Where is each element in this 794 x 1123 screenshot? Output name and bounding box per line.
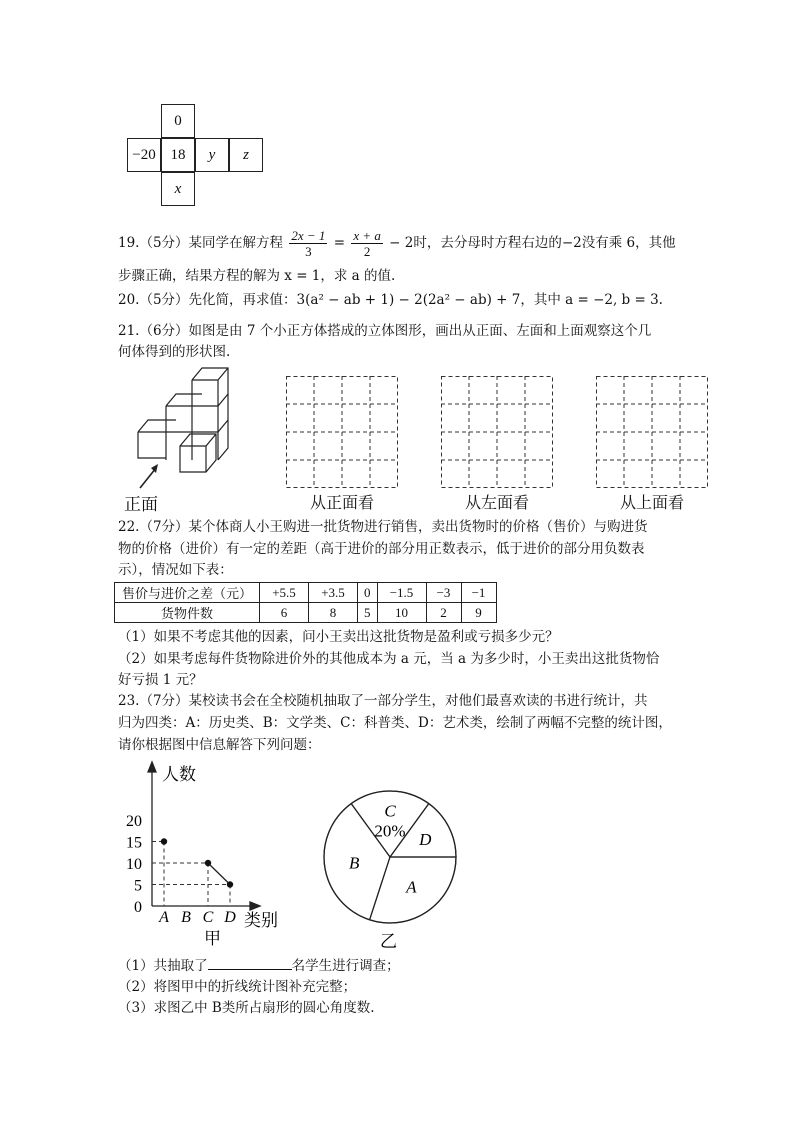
y-tick-label: 15 (126, 834, 142, 852)
y-tick-label: 0 (134, 899, 142, 916)
pie-chart-yi (318, 785, 468, 950)
net-cell-center (161, 138, 195, 172)
x-tick-label: B (181, 909, 191, 926)
q22-sub2-line1: （2）如果考虑每件货物除进价外的其他成本为 a 元，当 a 为多少时，小王卖出这批货物恰 (118, 651, 660, 667)
pie-label-B: B (348, 853, 360, 873)
line-chart-ylabel: 人数 (162, 765, 196, 785)
caption-left-view: 从左面看 (464, 493, 529, 512)
grid-front-view (286, 376, 398, 488)
q19-eq: = (333, 235, 346, 251)
y-tick-label: 5 (134, 877, 142, 895)
pie-label-C: C (384, 801, 396, 821)
q23-sub1-post: 名学生进行调查； (291, 958, 400, 974)
table-cell: 6 (260, 603, 309, 623)
q23-line2: 归为四类：A：历史类、B：文学类、C：科普类、D：艺术类，绘制了两幅不完整的统计图， (118, 715, 672, 731)
y-tick-label: 20 (126, 813, 142, 830)
q22-sub2-line2: 好亏损 1 元？ (118, 672, 203, 688)
pie-label-D: D (419, 830, 432, 850)
net-cell-top (161, 104, 195, 138)
front-label: 正面 (124, 495, 158, 515)
line-chart-jia (112, 758, 312, 948)
cube-stack-lines (138, 368, 228, 472)
table-cell: +5.5 (260, 583, 309, 603)
q22-sub1: （1）如果不考虑其他的因素，问小王卖出这批货物是盈利或亏损多少元？ (118, 629, 559, 645)
table-cell: 10 (377, 603, 426, 623)
net-cell-left-value: −20 (132, 146, 156, 163)
net-cell-right2 (229, 138, 263, 172)
q19-prefix: 19.（5分）某同学在解方程 (118, 235, 284, 251)
pie-chart-title: 乙 (380, 932, 397, 950)
table-cell: 0 (358, 583, 378, 603)
table-row (115, 583, 497, 603)
table-cell: 2 (426, 603, 461, 623)
table-cell: 9 (461, 603, 496, 623)
x-tick-label: C (202, 909, 214, 926)
grid-left-view (441, 376, 553, 488)
q19-line2: 步骤正确，结果方程的解为 x = 1，求 a 的值. (118, 268, 396, 284)
data-point (161, 838, 167, 844)
line-chart-yticks (126, 813, 142, 916)
q21-line2: 何体得到的形状图. (118, 344, 231, 360)
q19-frac2-den: 2 (363, 244, 371, 259)
q23-sub1 (118, 955, 400, 976)
q19-frac2-num: x + a (353, 228, 381, 243)
q19-frac1-num: 2x − 1 (291, 228, 326, 243)
net-cell-bottom (161, 172, 195, 206)
net-cell-left (127, 138, 161, 172)
grid-top-view (596, 376, 708, 488)
line-chart-xticks (158, 909, 236, 926)
line-chart-xlabel: 类别 (244, 911, 278, 931)
q23-sub1-pre: （1）共抽取了 (118, 958, 208, 974)
q20-text: 20.（5分）先化简，再求值：3(a² − ab + 1) − 2(2a² − ab) + 7，其中 a = −2, b = 3. (118, 292, 663, 308)
caption-front-view: 从正面看 (309, 493, 374, 512)
data-point (227, 881, 233, 887)
table-cell: −1 (461, 583, 496, 603)
table-header-count: 货物件数 (115, 603, 260, 623)
table-row (115, 603, 497, 623)
net-cell-right2-value: z (243, 146, 249, 163)
table-header-diff: 售价与进价之差（元） (115, 583, 260, 603)
data-point (205, 860, 211, 866)
table-cell: +3.5 (309, 583, 358, 603)
x-tick-label: A (159, 909, 169, 926)
caption-top-view: 从上面看 (619, 493, 684, 512)
q19-fraction-2 (351, 228, 383, 259)
y-tick-label: 10 (126, 856, 142, 873)
pie-label-A: A (406, 877, 417, 897)
q21-line1: 21.（6分）如图是由 7 个小正方体搭成的立体图形，画出从正面、左面和上面观察这个几 (118, 323, 652, 339)
pie-percent-C: 20% (374, 821, 406, 841)
table-cell: 5 (358, 603, 378, 623)
table-cell: 8 (309, 603, 358, 623)
front-arrow-icon (140, 464, 158, 488)
q23-line3: 请你根据图中信息解答下列问题： (118, 737, 321, 753)
series-line-segment (208, 863, 230, 885)
q23-sub2: （2）将图甲中的折线统计图补充完整； (118, 979, 357, 995)
table-cell: −1.5 (377, 583, 426, 603)
q22-line2: 物的价格（进价）有一定的差距（高于进价的部分用正数表示，低于进价的部分用负数表 (118, 541, 645, 557)
net-cell-center-value: 18 (170, 146, 186, 163)
q22-line3: 示），情况如下表： (118, 562, 233, 578)
net-cell-top-value: 0 (174, 112, 182, 129)
x-tick-label: D (224, 909, 236, 926)
q19-frac1-den: 3 (305, 244, 312, 259)
q23-line1: 23.（7分）某校读书会在全校随机抽取了一部分学生，对他们最喜欢读的书进行统计，共 (118, 693, 648, 709)
answer-blank[interactable] (208, 955, 292, 970)
net-cell-bottom-value: x (174, 180, 182, 197)
net-cell-right1 (195, 138, 229, 172)
q23-sub3: （3）求图乙中 B类所占扇形的圆心角度数. (118, 1000, 375, 1016)
table-cell: −3 (426, 583, 461, 603)
q19-line1 (118, 228, 676, 259)
q19-suffix: − 2时，去分母时方程右边的−2没有乘 6，其他 (389, 235, 676, 251)
line-chart-title: 甲 (204, 929, 221, 948)
q19-fraction-1 (289, 228, 327, 259)
q22-line1: 22.（7分）某个体商人小王购进一批货物进行销售，卖出货物时的价格（售价）与购进货 (118, 519, 648, 535)
price-difference-table (114, 582, 497, 623)
net-cell-right1-value: y (208, 146, 216, 163)
